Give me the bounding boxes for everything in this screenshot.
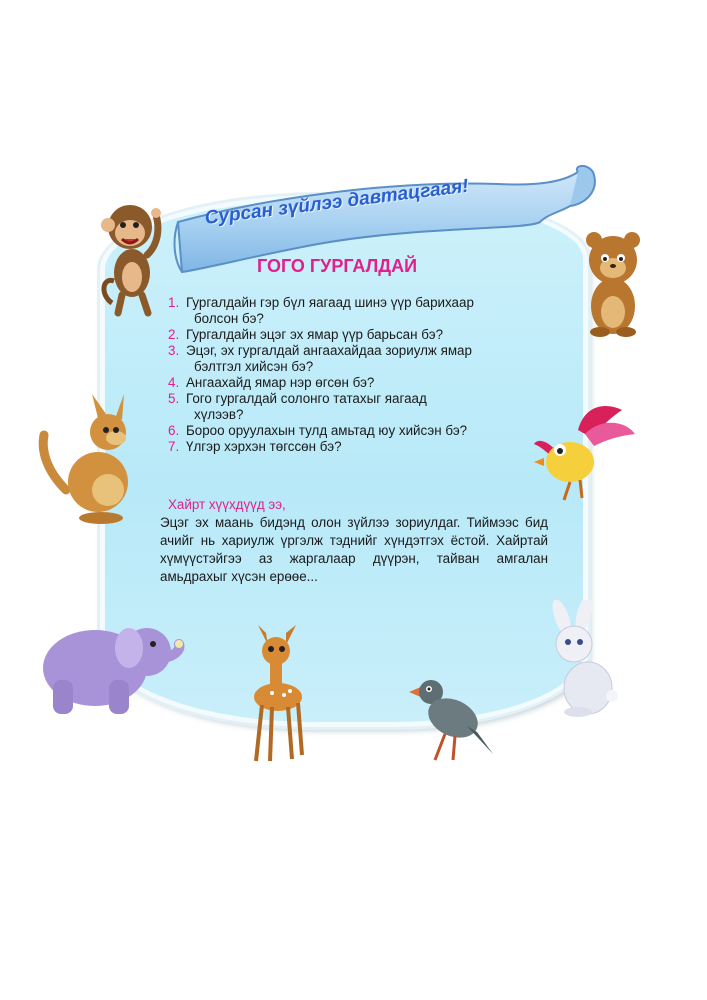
fawn-illustration <box>238 625 313 765</box>
letter-body: Эцэг эх маань бидэнд олон зүйлээ зориулдаг. Тиймээс бид ачийг нь хариулж үргэлж тэднийг хүндэтгэх ёстой. Хайртай хүмүүстэйгээ аз жаргалаар дүүрэн, тайван амгалан амьдрахыг хүсэн ерөөе... <box>160 515 548 584</box>
bird-illustration <box>530 400 640 505</box>
question-item: 6. Бороо оруулахын тулд амьтад юу хийсэн бэ? <box>168 423 468 438</box>
elephant-illustration <box>35 610 185 720</box>
question-item: 7. Үлгэр хэрхэн төгссөн бэ? <box>168 439 342 454</box>
letter-greeting: Хайрт хүүхдүүд ээ, <box>168 497 286 512</box>
story-title: ГОГО ГУРГАЛДАЙ <box>257 256 418 276</box>
question-item: 4. Ангаахайд ямар нэр өгсөн бэ? <box>168 375 375 390</box>
question-list <box>168 295 543 455</box>
question-item: 3. Эцэг, эх гургалдай ангаахайдаа зориулж ямар бэлтгэл хийсэн бэ? <box>168 343 472 374</box>
question-item: 5. Гого гургалдай солонго татахыг яагаад хүлээв? <box>168 391 427 422</box>
question-item: 2. Гургалдайн эцэг эх ямар үүр барьсан бэ? <box>168 327 444 342</box>
rabbit-illustration <box>540 600 630 720</box>
question-item: 1. Гургалдайн гэр бүл яагаад шинэ үүр барихаар болсон бэ? <box>168 295 474 326</box>
bear-cub-illustration <box>578 220 648 340</box>
banner-title: Сурсан зүйлээ давтацгаая! <box>203 175 470 229</box>
monkey-illustration <box>92 185 172 320</box>
kangaroo-illustration <box>36 390 146 525</box>
crow-illustration <box>405 670 495 765</box>
